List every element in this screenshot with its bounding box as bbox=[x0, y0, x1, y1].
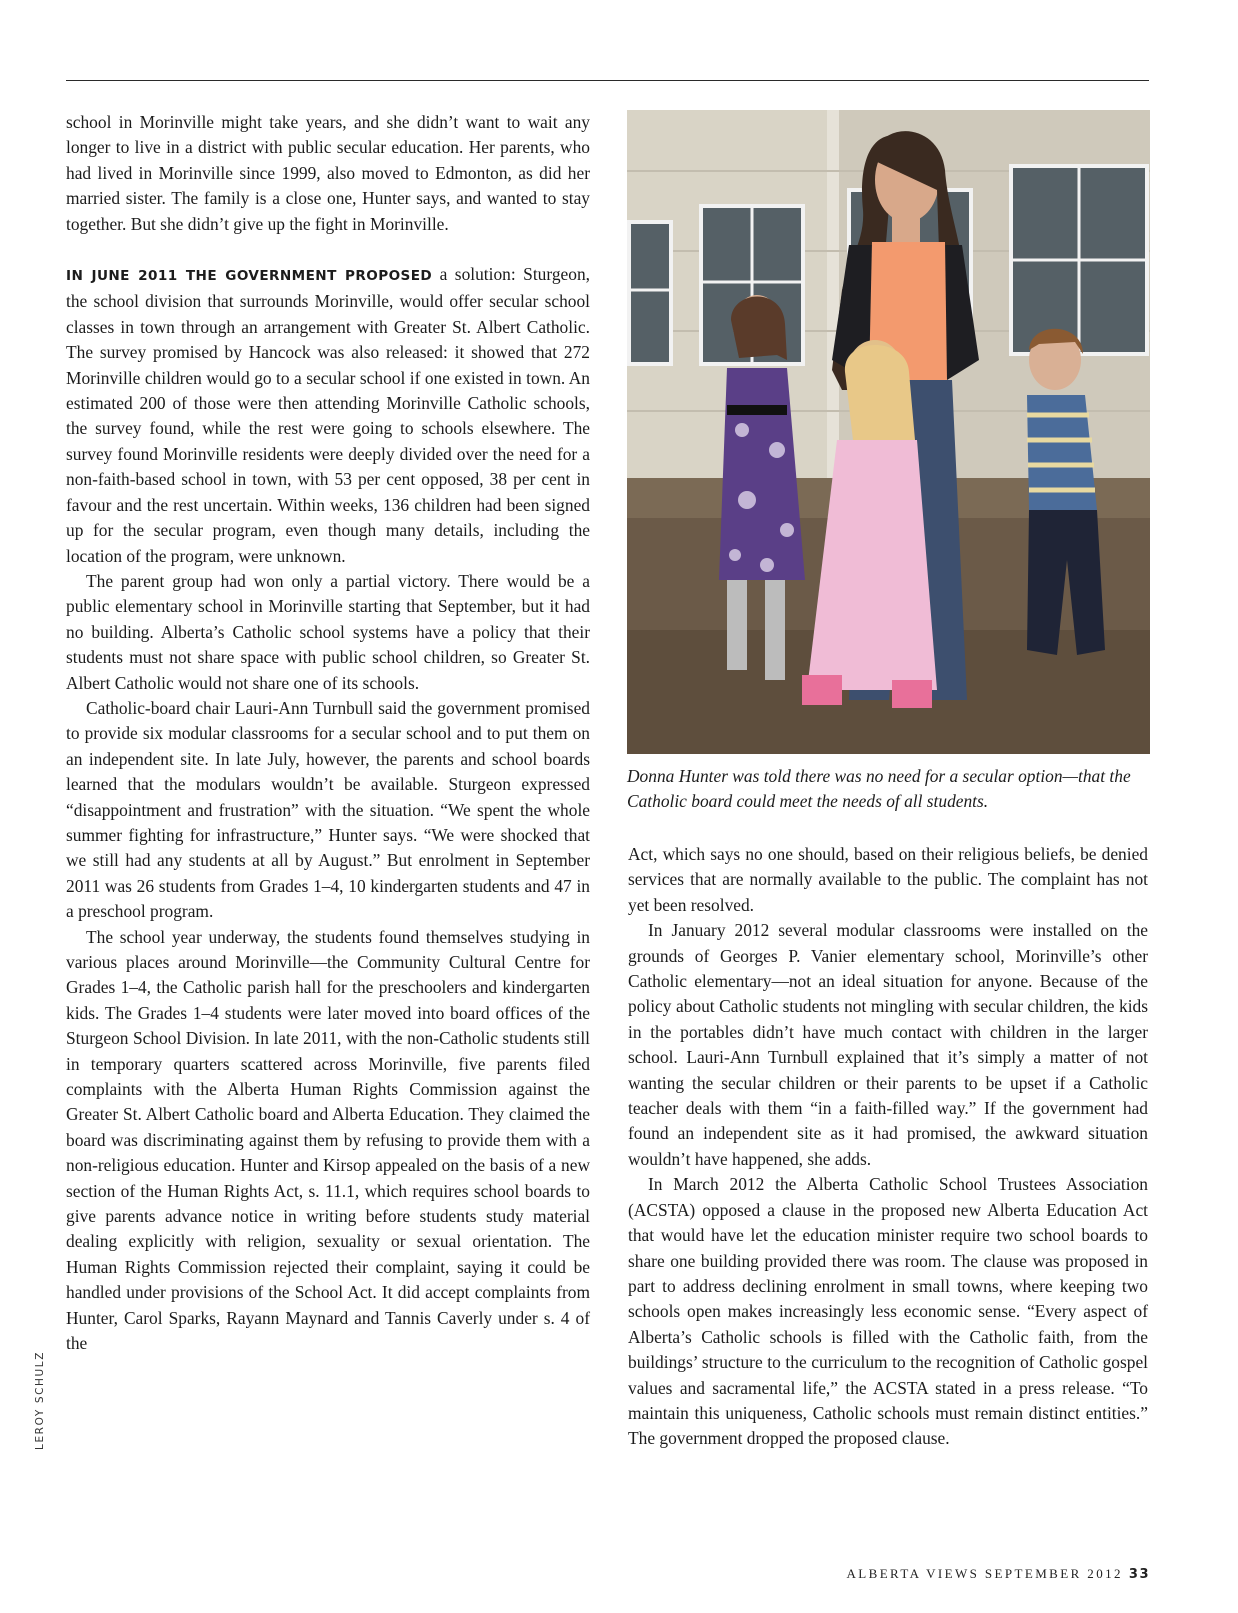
page-footer bbox=[847, 1566, 1151, 1582]
article-left-column bbox=[66, 110, 590, 1357]
article-paragraph: The school year underway, the students found themselves studying in various places around Morinville—the Community Cultural Centre for Grades 1–4, the Catholic parish hall for the preschoolers and kindergarten kids. The Grades 1–4 students were later moved into board offices of the Sturgeon School Division. In late 2011, with the non-Catholic students still in temporary quarters scattered across Morinville, five parents filed complaints with the Alberta Human Rights Commission against the Greater St. Albert Catholic board and Alberta Education. They claimed the board was discriminating against them by refusing to provide them with a non-religious education. Hunter and Kirsop appealed on the basis of a new section of the Human Rights Act, s. 11.1, which requires school boards to give parents advance notice in writing before students study material dealing explicitly with religion, sexuality or sexual orientation. The Human Rights Commission rejected their complaint, saying it could be handled under provisions of the School Act. It did accept complaints from Hunter, Carol Sparks, Rayann Maynard and Tannis Caverly under s. 4 of the bbox=[66, 926, 590, 1354]
article-right-column bbox=[628, 842, 1148, 1452]
article-paragraph: school in Morinville might take years, and she didn’t want to wait any longer to live in a district with public secular education. Her parents, who had lived in Morinville since 1999, also moved to Edmonton, as did her married sister. The family is a close one, Hunter says, and wanted to stay together. But she didn’t give up the fight in Morinville. bbox=[66, 112, 590, 234]
article-paragraph: Act, which says no one should, based on their religious beliefs, be denied services that are normally available to the public. The complaint has not yet been resolved. bbox=[628, 844, 1148, 915]
article-photo bbox=[627, 110, 1150, 754]
article-paragraph-text: a solution: Sturgeon, the school division that surrounds Morinville, would offer secular school classes in town through an arrangement with Greater St. Albert Catholic. The survey promised by Hancock was also released: it showed that 272 Morinville children would go to a secular school if one existed in town. An estimated 200 of those were then attending Morinville Catholic schools, the survey found, while the rest were going to schools elsewhere. The survey found Morinville residents were deeply divided over the need for a non-faith-based school in town, with 53 per cent opposed, 38 per cent in favour and the rest uncertain. Within weeks, 136 children had been signed up for the secular program, even though many details, including the location of the program, were unknown. bbox=[66, 264, 590, 566]
photo-credit-text: LEROY SCHULZ bbox=[34, 1350, 46, 1450]
photo-caption: Donna Hunter was told there was no need for a secular option—that the Catholic board could meet the needs of all students. bbox=[627, 766, 1131, 812]
publication-name: ALBERTA VIEWS SEPTEMBER 2012 bbox=[846, 1566, 1123, 1581]
article-paragraph: The parent group had won only a partial victory. There would be a public elementary school in Morinville starting that September, but it had no building. Alberta’s Catholic school systems have a policy that their students must not share space with public school children, so Greater St. Albert Catholic would not share one of its schools. bbox=[66, 570, 590, 693]
section-lead-in: IN JUNE 2011 THE GOVERNMENT PROPOSED bbox=[66, 268, 433, 285]
article-paragraph: In March 2012 the Alberta Catholic School Trustees Association (ACSTA) opposed a clause in the proposed new Alberta Education Act that would have let the education minister require two school boards to share one building provided there was room. The clause was proposed in part to address declining enrolment in small towns, where keeping two schools open makes increasingly less economic sense. “Every aspect of Alberta’s Catholic schools is filled with the Catholic faith, from the buildings’ structure to the curriculum to the recognition of Catholic gospel values and sacramental life,” the ACSTA stated in a press release. “To maintain this uniqueness, Catholic schools must remain distinct entities.” The government dropped the proposed clause. bbox=[628, 1174, 1148, 1449]
header-rule bbox=[66, 80, 1149, 81]
page-number: 33 bbox=[1128, 1567, 1150, 1582]
article-paragraph bbox=[66, 262, 590, 569]
article-paragraph: In January 2012 several modular classrooms were installed on the grounds of Georges P. Vanier elementary school, Morinville’s other Catholic elementary—not an ideal situation for anyone. Because of the policy about Catholic students not mingling with secular children, the kids in the portables didn’t have much contact with children in the larger school. Lauri-Ann Turnbull explained that it’s simply a matter of not wanting the secular children or their parents to be upset if a Catholic teacher deals with them “in a faith-filled way.” If the government had found an independent site as it had promised, the awkward situation wouldn’t have happened, she adds. bbox=[628, 920, 1148, 1169]
article-paragraph: Catholic-board chair Lauri-Ann Turnbull said the government promised to provide six modular classrooms for a secular school and to put them on an independent site. In late July, however, the parents and school boards learned that the modulars wouldn’t be available. Sturgeon expressed “disappointment and frustration” with the situation. “We spent the whole summer fighting for infrastructure,” Hunter says. “We were shocked that we still had any students at all by August.” But enrolment in September 2011 was 26 students from Grades 1–4, 10 kindergarten students and 47 in a preschool program. bbox=[66, 697, 590, 922]
